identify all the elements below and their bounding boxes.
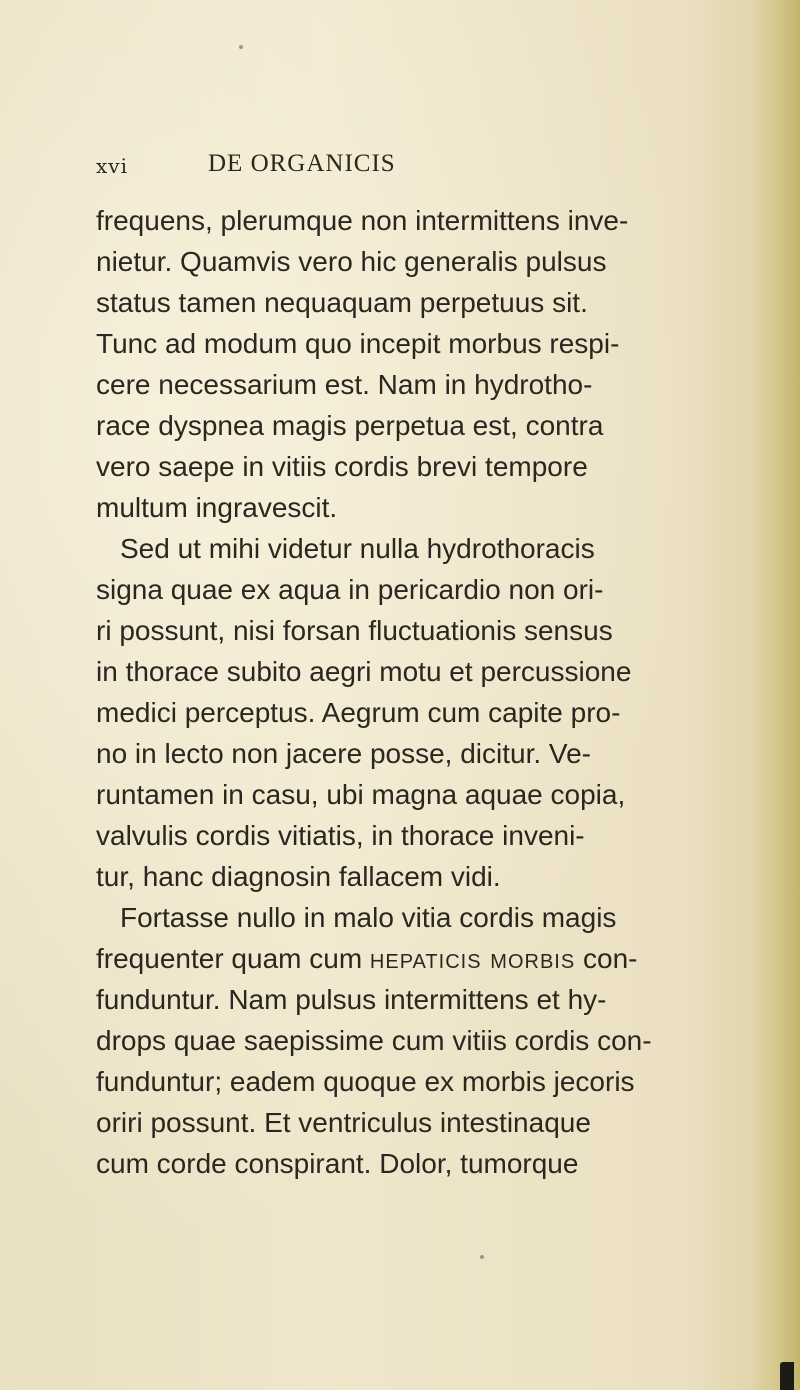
text-line: funduntur; eadem quoque ex morbis jecoris [96,1066,635,1097]
text-line [96,938,736,979]
text-line: frequens, plerumque non intermittens inve- [96,205,629,236]
text-line: in thorace subito aegri motu et percussione [96,656,632,687]
text-line: oriri possunt. Et ventriculus intestinaque [96,1107,591,1138]
running-header [96,150,696,190]
text-line: no in lecto non jacere posse, dicitur. Ve- [96,738,591,769]
text-line: Sed ut mihi videtur nulla hydrothoracis [120,533,595,564]
running-title: DE ORGANICIS [208,150,396,177]
text-line: medici perceptus. Aegrum cum capite pro- [96,697,621,728]
text-segment: frequenter quam cum [96,943,370,974]
text-line: funduntur. Nam pulsus intermittens et hy- [96,984,607,1015]
body-text [96,200,736,1184]
page-edge-shadow [750,0,800,1390]
text-line: drops quae saepissime cum vitiis cordis con- [96,1025,652,1056]
ink-speck [480,1255,484,1259]
text-line: multum ingravescit. [96,492,338,523]
text-line: race dyspnea magis perpetua est, contra [96,410,604,441]
text-line: tur, hanc diagnosin fallacem vidi. [96,861,501,892]
text-line: vero saepe in vitiis cordis brevi tempore [96,451,588,482]
ink-speck [239,45,243,49]
text-segment: con- [575,943,638,974]
text-line: cere necessarium est. Nam in hydrotho- [96,369,593,400]
page-edge-mark [780,1362,794,1390]
text-line: Tunc ad modum quo incepit morbus respi- [96,328,620,359]
text-line: valvulis cordis vitiatis, in thorace inveni- [96,820,585,851]
small-caps-text: hepaticis morbis [369,943,576,974]
text-line: nietur. Quamvis vero hic generalis pulsus [96,246,607,277]
text-line: cum corde conspirant. Dolor, tumorque [96,1148,579,1179]
text-line: Fortasse nullo in malo vitia cordis magis [120,902,617,933]
page-number: xvi [96,154,128,178]
text-line: status tamen nequaquam perpetuus sit. [96,287,588,318]
text-line: ri possunt, nisi forsan fluctuationis sensus [96,615,613,646]
text-line: signa quae ex aqua in pericardio non ori- [96,574,604,605]
text-line: runtamen in casu, ubi magna aquae copia, [96,779,626,810]
